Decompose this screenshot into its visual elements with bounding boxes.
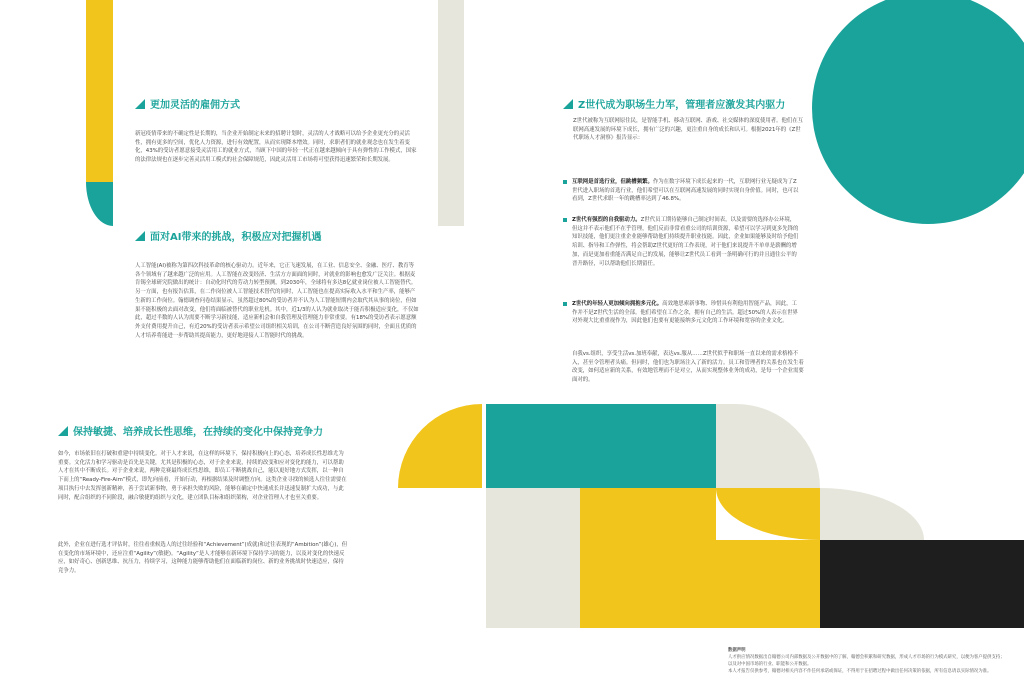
section-heading-flexible-employment xyxy=(135,99,240,113)
top-left-yellow-block xyxy=(86,0,113,182)
bullet-self-driven xyxy=(572,216,800,268)
heading-text: 更加灵活的雇佣方式 xyxy=(150,100,240,111)
heading-marker-icon xyxy=(135,231,145,241)
paragraph-flexible-employment: 新冠疫情带来的不确定性是长期的，当企业开始制定未来的招聘计划时，灵活的人才战略可以给予企业更充分的灵活性，拥有更多的空间，优化人力资源，进行有效配置，从而实现降本增效。同时，求职者们的就业观念也在发生着变化，43%的受访者愿意接受灵活用工的就业方式，当顾下中国的年轻一代正在越来越倾向于具有弹性的工作模式，国家的法律法规也在逐步完善灵活用工模式的社会保障规范，因此灵活用工市场将可望获得迅速繁荣和长期发展。 xyxy=(135,131,417,164)
bullet-square-icon xyxy=(563,302,567,306)
bottom-beige-quarter xyxy=(716,404,820,488)
heading-text: 保持敏捷、培养成长性思维，在持续的变化中保持竞争力 xyxy=(73,427,323,438)
section-heading-gen-z xyxy=(563,99,785,113)
bullet-internet-industry xyxy=(572,178,800,204)
bottom-yellow-half-circle xyxy=(398,404,482,488)
section-heading-agility xyxy=(58,426,323,440)
heading-marker-icon xyxy=(135,99,145,109)
bottom-yellow-block xyxy=(580,488,716,628)
section-heading-ai-challenge xyxy=(135,231,321,245)
bullet-diversity xyxy=(572,300,800,326)
paragraph-ai-challenge: 人工智能(AI)被称为第四次科技革命的核心驱动力。近年来，它正飞速发展，在工业、信息安全、金融、医疗、教育等各个领域有了越来越广泛的应用。人工智能在改变经济、生活方方面面的同时，对就业的影响也愈发广泛关注。根据麦肯锡全球研究院做出的统计：自动化时代的劳动力转型预测，到2030年，全球将有多达8亿就业岗位被人工智能替代。另一方面，也有报告估算，在二作岗位被人工智能技术替代的同时，人工智能也在提高实际收入水平和生产率，能够产生新的工作岗位。翰德调查问卷结果显示，虽然超过80%的受访者并不认为人工智能短期内会取代其从事的岗位，但如果不能积极的去面对改变，他们将面临被替代的职业危机。其中，近1/3的人认为就业取决于能否积极适应变化，不仅如此，超过半数的人认为需要不断学习新技能，适应新机会和自我管理及管理能力非常重要。有18%的受访者表示愿意额外支付费用提升自己，有近20%的受访者表示希望公司组织相关培训，在公司不断营造良好氛围的同时，全面且优质的人才培养将能进一步帮助其提高能力，更好地迎接人工智能时代的挑战。 xyxy=(135,263,419,339)
bullet-bold-lead: Z世代的年轻人更加倾向拥抱多元化。 xyxy=(572,301,663,307)
bottom-yellow-quarter xyxy=(716,488,820,540)
top-left-teal-quarter-circle xyxy=(86,182,113,226)
paragraph-gen-z-intro: Z世代被称为互联网原住民，是智能手机、移动互联网、游戏、社交媒体的深度使用者。他们在互联网高速发展的环境下成长，拥有广泛的兴趣，更注重自身的成长和认可。根据2021年的《Z世代职场人才洞察》报告显示： xyxy=(573,118,804,142)
heading-text: Z世代成为职场生力军，管理者应激发其内驱力 xyxy=(578,100,786,111)
paragraph-gen-z-summary: 自我vs.组织，享受生活vs.加班奉献，表达vs.服从……Z世代似乎和职场一直以来的需求格格不入，甚至令管理者头痛。但同时，他们也为职场注入了新的活力。员工和管理者的关系也在发生着改变，如何适应新的关系，有效地管理而不是对立，从而实现整体业务的成功，是每一个企业需要面对的。 xyxy=(572,351,804,384)
footnote-line-1: 人才供应情况数据出自翰德公司内部数据及公开数据中的了解，翰德会积累和研究数据，形成人才市场的行为模式研究，以便为客户提供支持；以及对中国市场的行业、职能和公开数据。 xyxy=(728,655,1005,667)
bottom-black-block xyxy=(820,540,1024,628)
footnote-line-2: 本人才报告仅供参考，翰德对相关内容不作任何承诺或保证，不得用于在招聘过程中做出任何决策的依据，所有信息请以实际情况为准。 xyxy=(728,669,992,674)
bullet-text: 高效地思索新事物、珍惜具有利他用智能产品，因此，工作并不是Z世代生活的全部。他们希望在工作之余，拥有自己的生活。超过50%的人表示在世界对外观大比重重视作为，因此他们也要有更能接纳多元文化的工作环境和宽容的企业文化。 xyxy=(572,301,798,325)
bullet-square-icon xyxy=(563,180,567,184)
bullet-bold-lead: 互联网是首选行业，但跳槽频繁。 xyxy=(572,179,653,185)
footnote-title: 数据声明 xyxy=(728,648,746,653)
bottom-yellow-right-block xyxy=(716,540,820,628)
bullet-square-icon xyxy=(563,218,567,222)
bottom-teal-block xyxy=(486,404,716,488)
bullet-text: Z世代员工期待能够自己制定时间表，以及需要的选择办公环境，但这并不表示他们不在乎管理，他们反而非常看重公司的培训资源，希望可以学习到更多先锋的知识技能，他们更注重企业能够帮助他们持续提升职业技能。因此，企业如果能够及时给予他们培训、指导和工作弹性，将会帮助Z世代更好的工作表现，对于他们来说提升不单单是薪酬的增加，而是更加看重能否满足自己的发展，能够让Z世代员工看到一条明确可行的并且通往公平的晋升路径，可以帮助他们长期留任。 xyxy=(572,217,799,267)
top-right-teal-circle xyxy=(812,0,1024,224)
heading-marker-icon xyxy=(58,426,68,436)
paragraph-agility-2: 此外，企业在进行选才评估时，往往看重候选人的过往经验和“Achievement”(成就)和过往表现的“Ambition”(雄心)，但在变化的市场环境中，还应注重“Agility”(敏捷)。“Agility”是人才能够在新环境下保持学习的能力，以及对变化的快速反应，如好奇心、创新思维、抗压力，持续学习，这种能力能够帮助他们在面临新的岗位、新的业务挑战时快速适应，保持竞争力。 xyxy=(58,542,348,575)
bullet-bold-lead: Z世代有强烈的自我驱动力。 xyxy=(572,217,641,223)
bottom-beige-right-half-circle xyxy=(820,488,924,540)
bottom-beige-left-block xyxy=(486,488,580,628)
paragraph-agility-1: 如今，市场依旧在打破和重建中持续变化。对于人才来说，在这样的环境下，保持积极向上的心态，培养成长性思维尤为重要。文化活力和学习驱动是首先是关键，尤其是积极的心态，对于企业来说，持续的改变和应对变化的能力，可以帮助人才在其中不断成长。对于企业来说，两种竞赛最终成长性思维，即员工不断挑战自己，能以更好地方式发挥，以一种自下而上的“Ready-Fire-Aim”模式，即先向前看，开始行动，再根据结果及时调整方向。这类企业寻找的候选人往往需要在项目执行中去发挥创新精神，善于尝试新事物，勇于承担失败的风险，能够在确定中快速成长并迅速复制扩大成功，与此同时，配合组织的不同阶段，融合敏捷的组织与文化，建立团队目标和组织架构，对企业管理人才也至关重要。 xyxy=(58,451,347,501)
footnote xyxy=(728,647,1008,675)
heading-text: 面对AI带来的挑战，积极应对把握机遇 xyxy=(150,232,322,243)
heading-marker-icon xyxy=(563,99,573,109)
bullet-text: 作为在数字环境下成长起来的一代，互联网行业无疑成为了Z世代进入职场的首选行业，他们希望可以在互联网高速发展的同时实现自身价值。同时，也可以看到，Z世代求职一年的跳槽率达到了46.8%。 xyxy=(572,179,799,203)
top-center-beige-block xyxy=(438,0,464,226)
